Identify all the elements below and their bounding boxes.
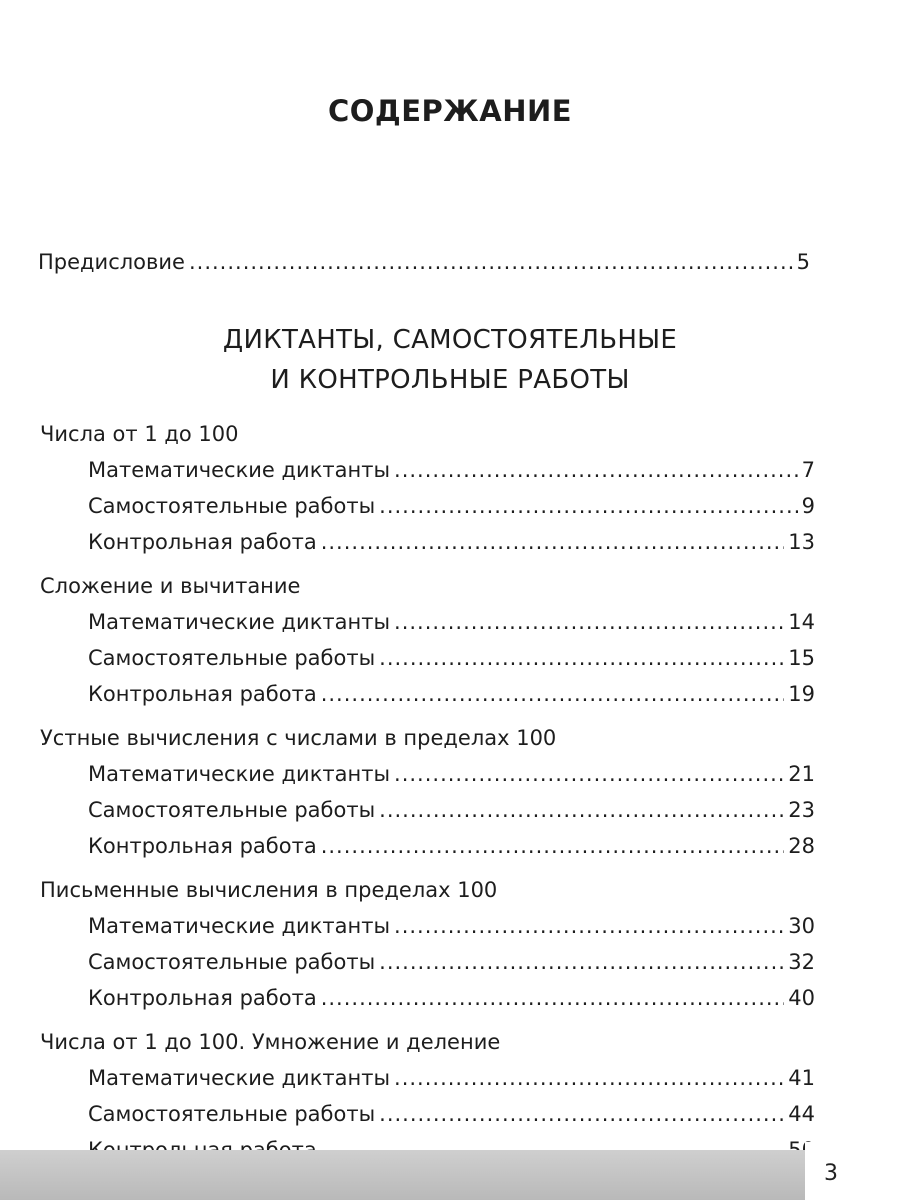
leader-dots [394, 908, 784, 944]
section-heading [0, 320, 900, 400]
leader-dots [379, 488, 797, 524]
leader-dots [379, 792, 784, 828]
toc-entry-page: 7 [801, 458, 815, 482]
toc-group [40, 416, 815, 560]
toc-entry-label: Самостоятельные работы [88, 798, 376, 822]
section-heading-line: ДИКТАНТЫ, САМОСТОЯТЕЛЬНЫЕ [222, 325, 678, 355]
toc-group-title: Письменные вычисления в пределах 100 [40, 878, 498, 902]
leader-dots [321, 524, 785, 560]
leader-dots [379, 944, 784, 980]
toc-entry-page: 21 [788, 762, 815, 786]
toc-entry-label: Математические диктанты [88, 610, 391, 634]
toc-entry [88, 1060, 815, 1096]
toc-group-title: Числа от 1 до 100. Умножение и деление [40, 1030, 501, 1054]
leader-dots [394, 604, 784, 640]
toc-entry-page: 13 [788, 530, 815, 554]
toc-entry-page: 19 [788, 682, 815, 706]
toc-group [40, 720, 815, 864]
toc-entry [88, 828, 815, 864]
toc-entry-page: 44 [788, 1102, 815, 1126]
leader-dots [394, 452, 798, 488]
toc-entry [88, 452, 815, 488]
toc-entry-label: Контрольная работа [88, 530, 317, 554]
toc-entry-label: Математические диктанты [88, 762, 391, 786]
toc-entry-page: 30 [788, 914, 815, 938]
toc-group-title: Устные вычисления с числами в пределах 100 [40, 726, 557, 750]
page-title: СОДЕРЖАНИЕ [327, 94, 573, 128]
leader-dots [321, 980, 785, 1016]
toc-group [40, 568, 815, 712]
leader-dots [394, 1060, 784, 1096]
leader-dots [321, 676, 785, 712]
toc-entry-page: 5 [796, 250, 810, 274]
toc-entry-page: 41 [788, 1066, 815, 1090]
footer-band [0, 1150, 900, 1200]
toc-entry [88, 524, 815, 560]
toc-entry [88, 756, 815, 792]
toc-entry [88, 980, 815, 1016]
toc-groups [40, 416, 815, 1176]
toc-entry [88, 676, 815, 712]
toc-entry [88, 488, 815, 524]
toc-entry-label: Математические диктанты [88, 914, 391, 938]
leader-dots [379, 640, 784, 676]
toc-entry-page: 15 [788, 646, 815, 670]
toc-entry-label: Самостоятельные работы [88, 646, 376, 670]
toc-entry-label: Самостоятельные работы [88, 1102, 376, 1126]
toc-group [40, 872, 815, 1016]
toc-entry-label: Контрольная работа [88, 834, 317, 858]
toc-group-title: Числа от 1 до 100 [40, 422, 239, 446]
toc-entry-label: Предисловие [38, 250, 185, 274]
section-heading-line: И КОНТРОЛЬНЫЕ РАБОТЫ [270, 365, 630, 395]
toc-entry [88, 604, 815, 640]
toc-entry-page: 40 [788, 986, 815, 1010]
leader-dots [321, 828, 785, 864]
toc-entry-label: Самостоятельные работы [88, 494, 376, 518]
toc-entry [88, 640, 815, 676]
toc-entry-label: Математические диктанты [88, 1066, 391, 1090]
toc-group [40, 1024, 815, 1168]
toc-entry-preface [38, 244, 810, 280]
toc-entry-label: Контрольная работа [88, 682, 317, 706]
footer-page-tab [805, 1142, 900, 1200]
toc-entry-label: Математические диктанты [88, 458, 391, 482]
leader-dots [379, 1096, 784, 1132]
toc-entry-label: Контрольная работа [88, 986, 317, 1010]
leader-dots [189, 244, 793, 280]
toc-entry-page: 32 [788, 950, 815, 974]
page-number: 3 [824, 1161, 838, 1186]
toc-entry-page: 23 [788, 798, 815, 822]
toc-entry [88, 792, 815, 828]
toc-entry-page: 14 [788, 610, 815, 634]
toc-entry-label: Самостоятельные работы [88, 950, 376, 974]
toc-group-title: Сложение и вычитание [40, 574, 301, 598]
toc-entry [88, 944, 815, 980]
leader-dots [394, 756, 784, 792]
toc-entry [88, 908, 815, 944]
toc-entry [88, 1096, 815, 1132]
toc-entry-page: 9 [801, 494, 815, 518]
toc-entry-page: 28 [788, 834, 815, 858]
